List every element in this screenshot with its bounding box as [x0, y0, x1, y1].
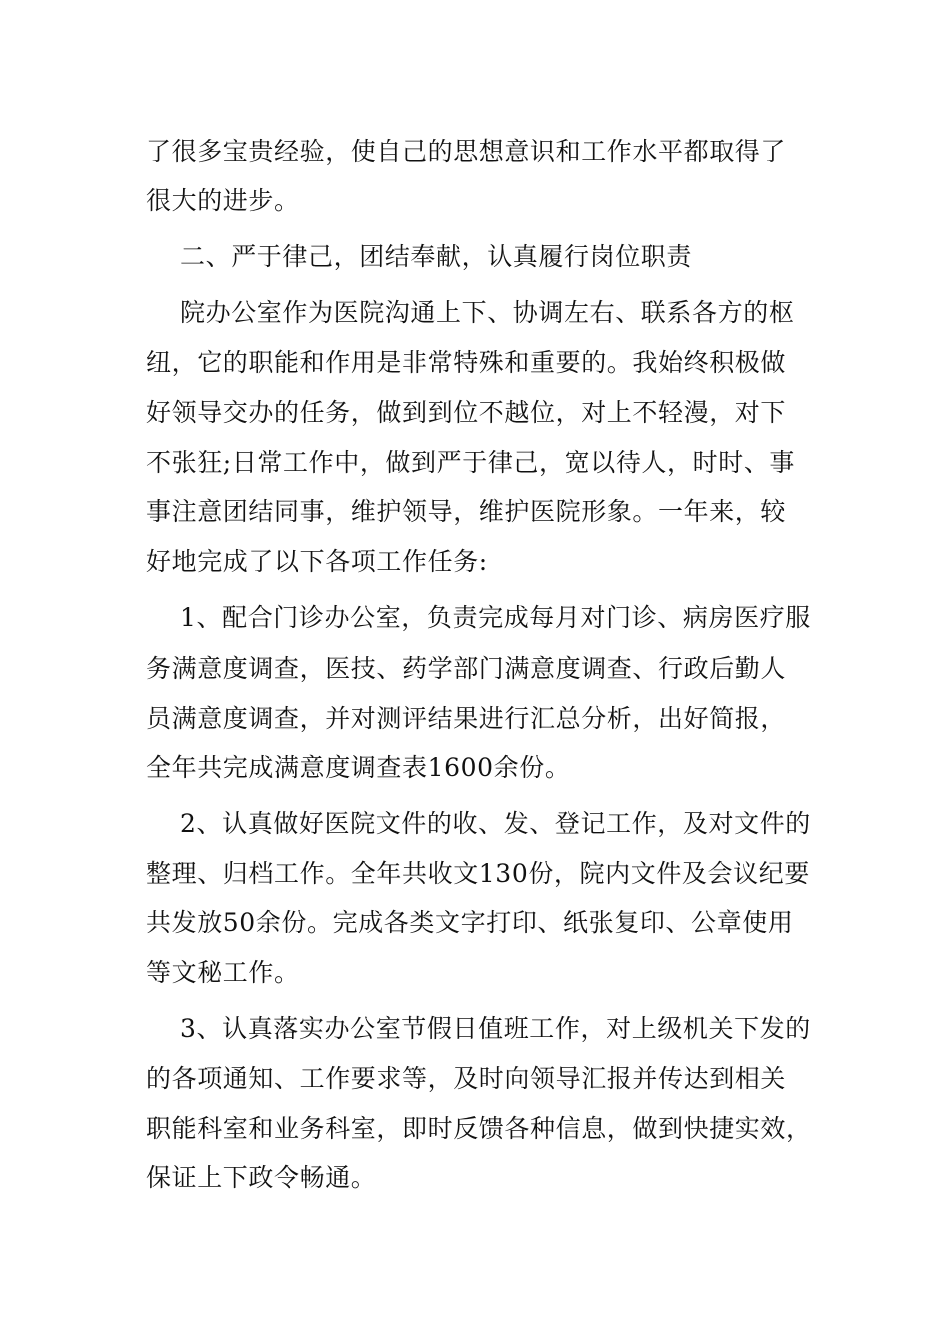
- text-line: 等文秘工作。: [146, 958, 300, 987]
- text-line: 事注意团结同事，维护领导，维护医院形象。一年来，较: [146, 497, 787, 526]
- text-line: 好地完成了以下各项工作任务:: [146, 547, 488, 576]
- text-line: 院办公室作为医院沟通上下、协调左右、联系各方的枢: [180, 298, 795, 327]
- text-line: 共发放50余份。完成各类文字打印、纸张复印、公章使用: [146, 908, 794, 937]
- text-line: 整理、归档工作。全年共收文130份，院内文件及会议纪要: [146, 859, 810, 888]
- text-line: 的各项通知、工作要求等，及时向领导汇报并传达到相关: [146, 1064, 787, 1093]
- list-item: 3、认真落实办公室节假日值班工作，对上级机关下发的: [180, 1014, 811, 1043]
- text-line: 保证上下政令畅通。: [146, 1163, 377, 1192]
- text-line: 好领导交办的任务，做到到位不越位，对上不轻漫，对下: [146, 398, 787, 427]
- text-line: 不张狂;日常工作中，做到严于律己，宽以待人，时时、事: [146, 448, 796, 477]
- text-line: 职能科室和业务科室，即时反馈各种信息，做到快捷实效，: [146, 1114, 812, 1143]
- list-item: 2、认真做好医院文件的收、发、登记工作，及对文件的: [180, 809, 811, 838]
- text-line: 纽，它的职能和作用是非常特殊和重要的。我始终积极做: [146, 348, 787, 377]
- text-line: 了很多宝贵经验，使自己的思想意识和工作水平都取得了: [146, 137, 787, 166]
- text-line: 务满意度调查，医技、药学部门满意度调查、行政后勤人: [146, 654, 787, 683]
- text-line: 很大的进步。: [146, 186, 300, 215]
- section-heading: 二、严于律己，团结奉献，认真履行岗位职责: [180, 242, 693, 271]
- list-item: 1、配合门诊办公室，负责完成每月对门诊、病房医疗服: [180, 603, 811, 632]
- text-line: 全年共完成满意度调查表1600余份。: [146, 753, 571, 782]
- text-line: 员满意度调查，并对测评结果进行汇总分析，出好简报，: [146, 704, 787, 733]
